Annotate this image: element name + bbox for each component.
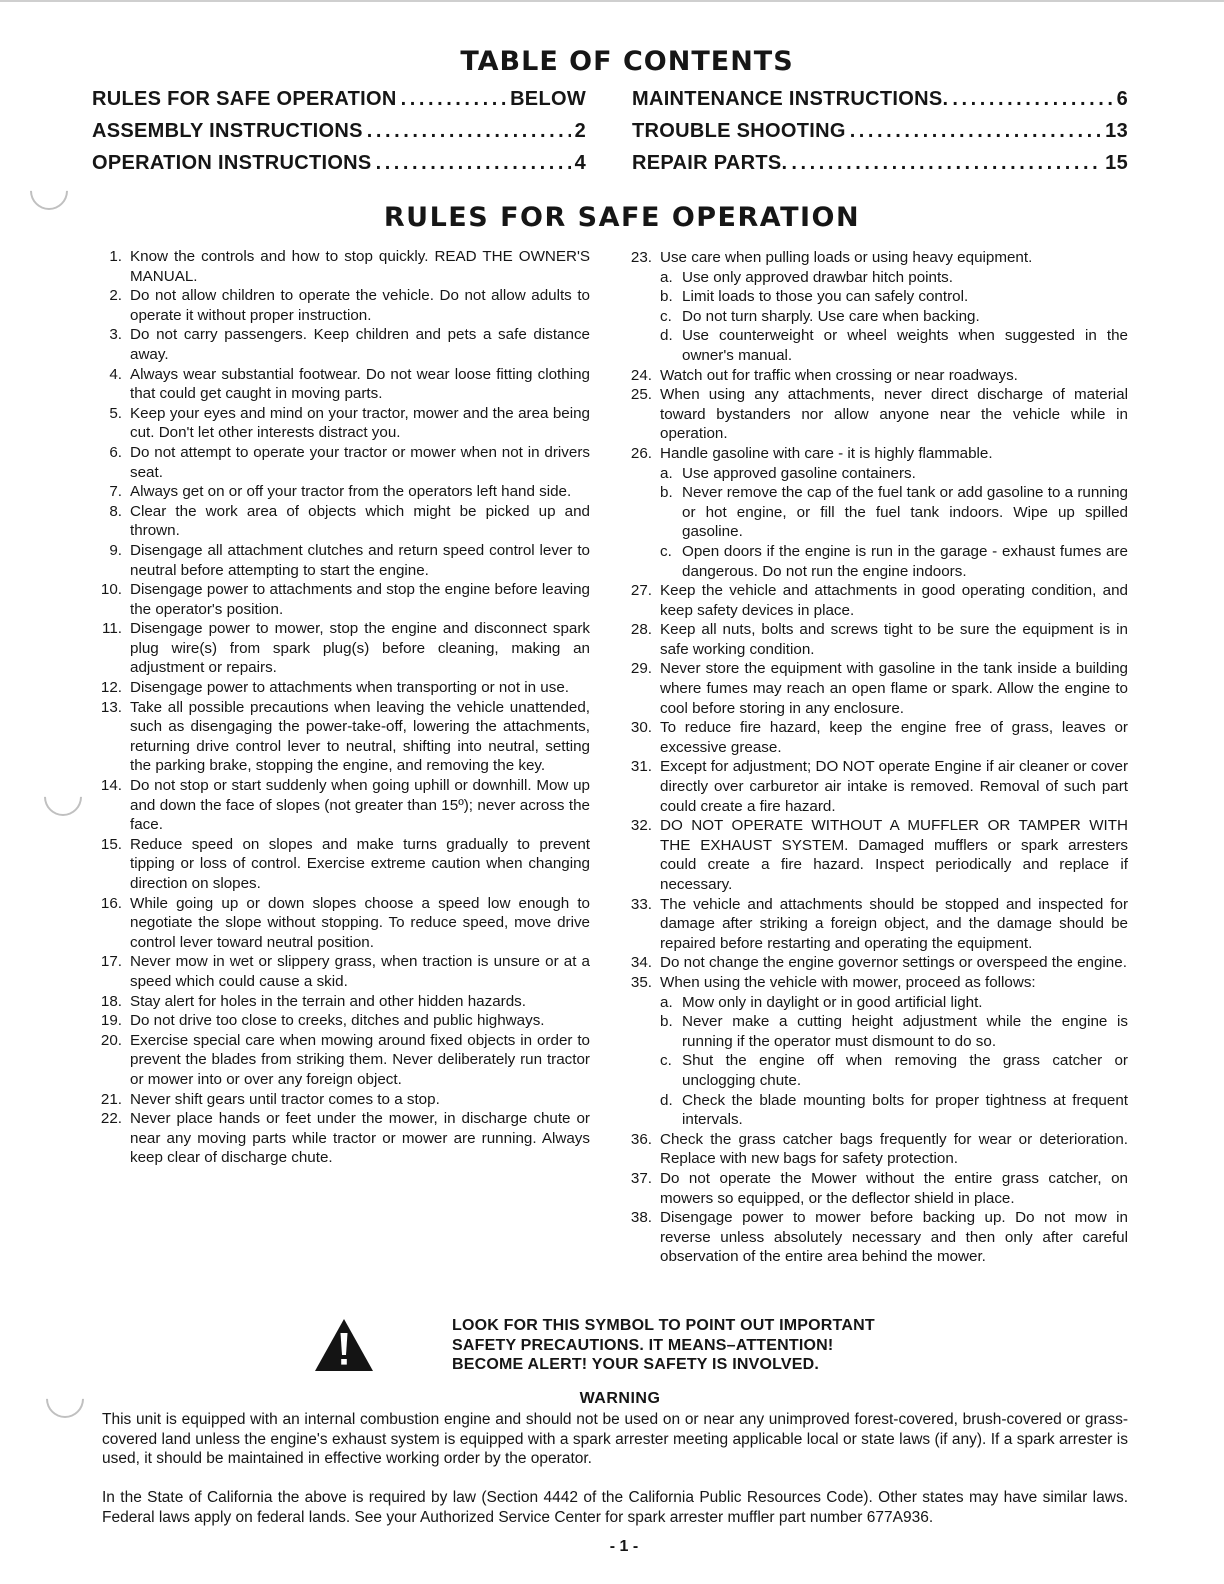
- rule-item: [90, 247, 590, 286]
- rule-text: Clear the work area of objects which might be picked up and thrown.: [130, 502, 590, 540]
- rule-item: [620, 385, 1128, 444]
- rule-item: [620, 1208, 1128, 1267]
- rule-text: Do not change the engine governor settings or overspeed the engine.: [660, 954, 1127, 972]
- rule-number: 23.: [630, 249, 652, 266]
- rule-subitem-letter: a.: [660, 268, 673, 286]
- rule-text: Do not stop or start suddenly when going uphill or downhill. Mow up and down the face of slopes (not greater than 15º); never across the face.: [130, 777, 590, 834]
- toc-leader-dots: [401, 88, 506, 111]
- rule-number: 18.: [100, 992, 122, 1010]
- rule-text: Handle gasoline with care - it is highly flammable.: [660, 444, 993, 462]
- rule-item: [90, 776, 590, 835]
- rule-subitem: [660, 326, 1128, 365]
- rule-subitem-letter: a.: [660, 993, 673, 1011]
- rule-subitem: [660, 1012, 1128, 1051]
- rule-number: 11.: [102, 620, 122, 638]
- rule-number: 10.: [100, 581, 122, 599]
- rule-item: [90, 325, 590, 364]
- rule-number: 26.: [630, 444, 652, 462]
- rule-number: 3.: [109, 326, 122, 344]
- rule-item: [90, 678, 590, 698]
- rule-number: 22.: [100, 1110, 122, 1128]
- rules-title: RULES FOR SAFE OPERATION: [383, 202, 861, 233]
- rule-item: [90, 1031, 590, 1090]
- rule-item: [90, 541, 590, 580]
- toc-entry-page: 15: [1105, 152, 1128, 174]
- rule-text: Do not operate the Mower without the entire grass catcher, on mowers so equipped, or the deflector shield in place.: [660, 1169, 1128, 1207]
- safety-symbol-note: [314, 1316, 1014, 1380]
- rule-number: 21.: [100, 1090, 122, 1108]
- rule-number: 31.: [630, 758, 652, 776]
- rule-text: Take all possible precautions when leaving the vehicle unattended, such as disengaging the power-take-off, lowering the attachments, returning drive control lever to neutral, shifting into neutral, setting the parking brake, stopping the engine, and removing the key.: [130, 698, 590, 775]
- rule-number: 20.: [100, 1031, 122, 1049]
- rule-number: 4.: [109, 365, 122, 383]
- rule-subitem-text: Limit loads to those you can safely control.: [682, 288, 969, 306]
- rule-subitem-text: Check the blade mounting bolts for proper tightness at frequent intervals.: [682, 1091, 1128, 1129]
- toc-entry-page: 13: [1105, 120, 1128, 142]
- rule-item: [90, 404, 590, 443]
- rule-text: Stay alert for holes in the terrain and other hidden hazards.: [130, 992, 526, 1010]
- rule-subitem: [660, 1091, 1128, 1130]
- rule-item: [90, 1109, 590, 1168]
- rule-subitem-letter: b.: [660, 288, 673, 306]
- rule-item: [90, 1090, 590, 1110]
- rule-subitem: [660, 268, 1128, 288]
- rule-number: 7.: [109, 483, 122, 501]
- rules-column-left: [90, 247, 590, 1168]
- toc-entry-label: REPAIR PARTS.: [632, 152, 788, 174]
- rule-item: [620, 659, 1128, 718]
- rule-subitem: [660, 1051, 1128, 1090]
- toc-leader-dots: [791, 152, 1101, 175]
- rule-item: [90, 698, 590, 776]
- rule-text: Always wear substantial footwear. Do not wear loose fitting clothing that could get caught in moving parts.: [130, 365, 590, 403]
- rule-text: When using any attachments, never direct discharge of material toward bystanders nor allow anyone near the vehicle while in operation.: [660, 386, 1128, 443]
- toc-leader-dots: [376, 152, 571, 175]
- rule-subitem-text: Never make a cutting height adjustment while the engine is running if the operator must dismount to do so.: [682, 1013, 1128, 1050]
- rule-subitem-text: Mow only in daylight or in good artificial light.: [682, 993, 983, 1011]
- rule-number: 19.: [100, 1012, 122, 1030]
- rule-text: Except for adjustment; DO NOT operate Engine if air cleaner or cover directly over carburetor air intake is removed. Removal of such part could create a fire hazard.: [660, 758, 1128, 815]
- rule-item: [620, 973, 1128, 993]
- rule-item: [90, 482, 590, 502]
- rule-subitem-text: Do not turn sharply. Use care when backing.: [682, 307, 980, 325]
- rule-item: [90, 1011, 590, 1031]
- rule-subitem-letter: c.: [660, 542, 672, 560]
- rule-text: Keep your eyes and mind on your tractor, mower and the area being cut. Don't let other interests distract you.: [130, 404, 590, 442]
- toc-entry-label: ASSEMBLY INSTRUCTIONS: [92, 120, 363, 142]
- rule-text: To reduce fire hazard, keep the engine free of grass, leaves or excessive grease.: [660, 719, 1128, 756]
- rule-text: Use care when pulling loads or using heavy equipment.: [660, 249, 1033, 266]
- rule-item: [90, 992, 590, 1012]
- rule-number: 25.: [630, 386, 652, 404]
- rule-item: [620, 718, 1128, 757]
- rule-number: 29.: [630, 660, 652, 678]
- rule-number: 14.: [100, 777, 122, 795]
- toc-leader-dots: [952, 88, 1112, 111]
- rule-item: [90, 580, 590, 619]
- rule-number: 6.: [109, 443, 122, 461]
- toc-title: TABLE OF CONTENTS: [460, 46, 794, 77]
- rule-text: Never store the equipment with gasoline in the tank inside a building where fumes may reach an open flame or spark. Allow the engine to cool before storing in any enclosure.: [660, 660, 1128, 717]
- rule-subitem: [660, 287, 1128, 307]
- rule-text: Never place hands or feet under the mower, in discharge chute or near any moving parts while tractor or mower are running. Always keep clear of discharge chute.: [130, 1110, 590, 1167]
- rule-text: Exercise special care when mowing around fixed objects in order to prevent the blades from striking them. Never deliberately run tractor or mower into or over any foreign object.: [130, 1031, 590, 1088]
- rule-item: [620, 444, 1128, 464]
- rule-item: [90, 619, 590, 678]
- rule-text: Disengage power to attachments and stop the engine before leaving the operator's position.: [130, 581, 590, 618]
- rule-item: [90, 835, 590, 894]
- rule-text: Do not attempt to operate your tractor or mower when not in drivers seat.: [130, 443, 590, 481]
- rule-text: Keep the vehicle and attachments in good operating condition, and keep safety devices in place.: [660, 582, 1128, 619]
- toc-entry-page: 4: [574, 152, 586, 174]
- rule-number: 8.: [109, 502, 122, 520]
- rule-item: [620, 620, 1128, 659]
- rule-subitem: [660, 464, 1128, 484]
- toc-entry[interactable]: [92, 88, 586, 118]
- rule-text: Do not drive too close to creeks, ditches and public highways.: [130, 1012, 545, 1030]
- rule-number: 12.: [100, 679, 122, 697]
- rules-column-right: [620, 248, 1128, 1267]
- rule-item: [620, 757, 1128, 816]
- rule-subitem-letter: c.: [660, 1052, 672, 1070]
- rule-item: [90, 365, 590, 404]
- toc-entry[interactable]: [632, 120, 1128, 150]
- rule-number: 36.: [630, 1130, 652, 1148]
- rule-number: 27.: [630, 582, 652, 600]
- safety-symbol-line: SAFETY PRECAUTIONS. IT MEANS–ATTENTION!: [452, 1336, 834, 1354]
- rule-number: 34.: [630, 954, 652, 972]
- rule-text: Always get on or off your tractor from the operators left hand side.: [130, 483, 572, 501]
- rule-text: While going up or down slopes choose a speed low enough to negotiate the slope without stopping. To reduce speed, move drive control lever toward neutral position.: [130, 894, 590, 951]
- rule-text: Disengage all attachment clutches and return speed control lever to neutral before attempting to start the engine.: [130, 541, 590, 579]
- toc-entry-label: TROUBLE SHOOTING: [632, 120, 846, 142]
- rule-subitem-text: Use only approved drawbar hitch points.: [682, 268, 953, 286]
- rule-item: [90, 502, 590, 541]
- warning-triangle-icon: [314, 1318, 374, 1372]
- scan-edge-line: [0, 0, 1224, 2]
- toc-entry[interactable]: [632, 88, 1128, 118]
- rule-number: 13.: [100, 698, 122, 716]
- california-law-note: In the State of California the above is required by law (Section 4442 of the California Public Resources Code). Other states may have similar laws. Federal laws apply on federal lands. See your Authorized Service Center for spark arrester muffler part number 677A936.: [102, 1489, 1128, 1526]
- rule-subitem-letter: a.: [660, 464, 673, 482]
- rule-subitem: [660, 542, 1128, 581]
- rule-item: [620, 248, 1128, 268]
- rule-item: [620, 1169, 1128, 1208]
- rule-subitem-text: Use approved gasoline containers.: [682, 464, 916, 482]
- toc-entry-label: RULES FOR SAFE OPERATION: [92, 88, 397, 110]
- rule-text: DO NOT OPERATE WITHOUT A MUFFLER OR TAMPER WITH THE EXHAUST SYSTEM. Damaged mufflers or spark arresters could create a fire hazard. Inspect periodically and replace if necessary.: [660, 817, 1128, 893]
- rule-text: Never mow in wet or slippery grass, when traction is unsure or at a speed which could cause a skid.: [130, 953, 590, 990]
- toc-entry-page: BELOW: [510, 88, 586, 110]
- rule-subitem: [660, 307, 1128, 327]
- rule-number: 38.: [630, 1209, 652, 1227]
- rule-subitem-letter: d.: [660, 327, 673, 345]
- rule-item: [620, 953, 1128, 973]
- rule-number: 5.: [109, 404, 122, 422]
- rule-item: [90, 286, 590, 325]
- rule-number: 15.: [100, 835, 122, 853]
- rule-subitem-letter: c.: [660, 307, 672, 325]
- rule-text: Watch out for traffic when crossing or near roadways.: [660, 366, 1018, 384]
- rule-subitem-text: Use counterweight or wheel weights when suggested in the owner's manual.: [682, 327, 1128, 364]
- rule-subitem-letter: b.: [660, 484, 673, 502]
- rule-text: The vehicle and attachments should be stopped and inspected for damage after striking a foreign object, and the damage should be repaired before restarting and operating the equipment.: [660, 895, 1128, 952]
- rule-subitem-text: Shut the engine off when removing the grass catcher or unclogging chute.: [682, 1052, 1128, 1089]
- rule-subitem-text: Never remove the cap of the fuel tank or add gasoline to a running or hot engine, or fill the fuel tank indoors. Wipe up spilled gasoline.: [682, 484, 1128, 541]
- rule-text: Reduce speed on slopes and make turns gradually to prevent tipping or loss of control. Exercise extreme caution when changing direction on slopes.: [130, 835, 590, 892]
- rule-text: When using the vehicle with mower, proceed as follows:: [660, 973, 1036, 991]
- rule-text: Disengage power to mower, stop the engine and disconnect spark plug wire(s) from spark plug(s) before cleaning, making an adjustment or repairs.: [130, 620, 590, 677]
- safety-symbol-line: LOOK FOR THIS SYMBOL TO POINT OUT IMPORTANT: [452, 1317, 875, 1334]
- toc-entry-page: 2: [574, 120, 586, 142]
- toc-entry-label: OPERATION INSTRUCTIONS: [92, 152, 372, 174]
- rule-number: 28.: [630, 621, 652, 639]
- rule-number: 30.: [630, 719, 652, 737]
- rule-number: 35.: [630, 973, 652, 991]
- rule-text: Disengage power to mower before backing up. Do not mow in reverse unless absolutely necessary and then only after careful observation of the entire area behind the mower.: [660, 1209, 1128, 1266]
- rule-item: [620, 895, 1128, 954]
- toc-leader-dots: [367, 120, 571, 143]
- rule-number: 24.: [630, 366, 652, 384]
- rule-number: 32.: [630, 817, 652, 835]
- rule-subitem-letter: b.: [660, 1013, 673, 1031]
- toc-leader-dots: [850, 120, 1101, 143]
- rule-number: 9.: [109, 541, 122, 559]
- rule-subitem-letter: d.: [660, 1091, 673, 1109]
- rule-number: 33.: [630, 895, 652, 913]
- page-number: - 1 -: [609, 1538, 639, 1555]
- rule-item: [620, 1130, 1128, 1169]
- rule-text: Disengage power to attachments when transporting or not in use.: [130, 679, 570, 697]
- rule-text: Know the controls and how to stop quickly. READ THE OWNER'S MANUAL.: [130, 248, 590, 285]
- rule-text: Keep all nuts, bolts and screws tight to be sure the equipment is in safe working condition.: [660, 621, 1128, 658]
- rule-item: [620, 816, 1128, 894]
- rule-item: [90, 952, 590, 991]
- rule-number: 37.: [630, 1169, 652, 1187]
- rule-number: 2.: [109, 287, 122, 305]
- rule-number: 1.: [109, 248, 122, 265]
- rule-item: [90, 443, 590, 482]
- punch-hole-middle: [36, 770, 90, 824]
- warning-title: WARNING: [579, 1390, 661, 1407]
- rule-subitem-text: Open doors if the engine is run in the garage - exhaust fumes are dangerous. Do not run the engine indoors.: [682, 542, 1128, 580]
- safety-symbol-text: [452, 1316, 875, 1375]
- toc-entry[interactable]: [92, 152, 586, 182]
- safety-symbol-line: BECOME ALERT! YOUR SAFETY IS INVOLVED.: [452, 1356, 820, 1373]
- rule-text: Do not allow children to operate the vehicle. Do not allow adults to operate it without proper instruction.: [130, 287, 590, 324]
- rule-subitem: [660, 483, 1128, 542]
- rule-text: Check the grass catcher bags frequently for wear or deterioration. Replace with new bags for safety protection.: [660, 1130, 1128, 1168]
- toc-entry-label: MAINTENANCE INSTRUCTIONS.: [632, 88, 949, 110]
- toc-entry[interactable]: [92, 120, 586, 150]
- rule-item: [620, 366, 1128, 386]
- rule-number: 17.: [100, 953, 122, 971]
- toc-entry[interactable]: [632, 152, 1128, 182]
- rule-text: Never shift gears until tractor comes to a stop.: [130, 1090, 440, 1108]
- rule-text: Do not carry passengers. Keep children and pets a safe distance away.: [130, 326, 590, 363]
- rule-item: [620, 581, 1128, 620]
- rule-item: [90, 894, 590, 953]
- rule-number: 16.: [100, 894, 122, 912]
- toc-entry-page: 6: [1116, 88, 1128, 110]
- warning-body: This unit is equipped with an internal combustion engine and should not be used on or near any unimproved forest-covered, brush-covered or grass-covered land unless the engine's exhaust system is equipped with a spark arrester meeting applicable local or state laws (if any). If a spark arrester is used, it should be maintained in effective working order by the operator.: [102, 1411, 1128, 1468]
- rule-subitem: [660, 993, 1128, 1013]
